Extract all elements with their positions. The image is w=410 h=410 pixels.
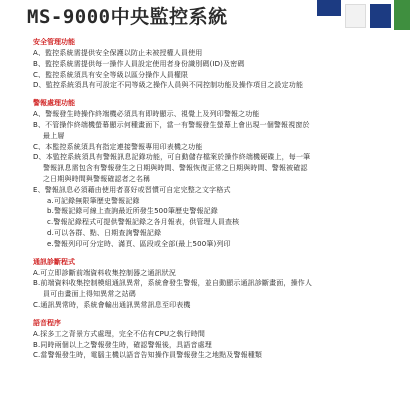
section-title: 警報處理功能 [33, 99, 75, 108]
feature-item: B、監控系統需提供每一操作人員設定使用者身份識別碼(ID)及密碼 [33, 59, 245, 68]
feature-item: C、監控系統須具有安全等級以區分操作人員權限 [33, 70, 189, 79]
feature-sub-item: d.可以各群、點、日期查詢警報記錄 [47, 228, 162, 237]
feature-item: C.當警報發生時，電腦主機以語音告知操作員警報發生之地點及警報種類 [33, 351, 263, 360]
feature-item: E、警報訊息必須藉由使用者喜好或習慣可自定完整之文字格式 [33, 185, 231, 194]
section-title: 通訊診斷程式 [33, 257, 75, 266]
feature-sub-item: e.警報列印可分定時、滿頁、區段或全部(最上500筆)列印 [47, 239, 231, 248]
feature-item: A、警報發生時操作終端機必須具有即時顯示、視覺上及列印警報之功能 [33, 110, 260, 119]
feature-item: D、本監控系統須具有警報訊息記錄功能，可自動儲存檔案於操作終端機硬碟上，每一筆 [33, 153, 311, 162]
feature-section [33, 37, 408, 91]
feature-item: C.通訊異常時，系統會輸出通訊異常訊息至印表機 [33, 300, 191, 309]
feature-section [33, 98, 408, 249]
section-title: 安全管理功能 [33, 38, 75, 46]
page-header [0, 0, 410, 30]
section-title: 語音程序 [33, 318, 61, 327]
feature-item-continuation: 最上層 [43, 131, 65, 140]
feature-item: B、不管操作終端機螢幕顯示何種畫面下，當一有警報發生螢幕上會出現一個警報視窗於 [33, 120, 310, 129]
feature-list [33, 37, 408, 368]
feature-item-continuation: 員可由畫面上得知異常之站碼 [43, 290, 136, 299]
decorative-navy-block [317, 0, 341, 16]
feature-section [33, 318, 408, 361]
page-title: MS-9000中央監控系統 [27, 6, 228, 28]
feature-item: C、本監控系統須具有指定連接警報專用印表機之功能 [33, 142, 203, 151]
feature-item: A、監控系統需提供安全保護以防止未被授權人員使用 [33, 49, 203, 57]
feature-item: B.前端資料收集控制模組通訊異常，系統會發生警報，並自動顯示通訊診斷畫面，操作人 [33, 279, 313, 288]
feature-item: A.可立即診斷前端資料收集控制器之通訊狀況 [33, 268, 177, 277]
feature-sub-item: b.警報記錄可線上查詢最近所發生500筆歷史警報記錄 [47, 207, 218, 216]
feature-section [33, 257, 408, 311]
decorative-green-block [394, 0, 410, 30]
feature-sub-item: c.警報記錄程式可提供警報記錄之各月報表，供管理人員查核 [47, 218, 240, 227]
feature-item: D、監控系統須具有可設定不同等級之操作人員與不同控制功能及操作項目之設定功能 [33, 81, 304, 90]
feature-item-continuation: 警報訊息需包含有警報發生之日期與時間、警報恢復正常之日期與時間、警報被確認 [43, 164, 308, 173]
decorative-navy-block [370, 4, 391, 28]
feature-item: B.同時兩個以上之警報發生時，確認警報後，具語音處理 [33, 340, 212, 349]
feature-item: A.採多工之背景方式處理，完全不佔有CPU之執行時間 [33, 329, 206, 338]
feature-sub-item: a.可記錄無限筆歷史警報記錄 [47, 196, 140, 205]
feature-item-continuation: 之日期與時間與警報確認者之名稱 [43, 174, 151, 183]
decorative-white-block [345, 4, 366, 28]
